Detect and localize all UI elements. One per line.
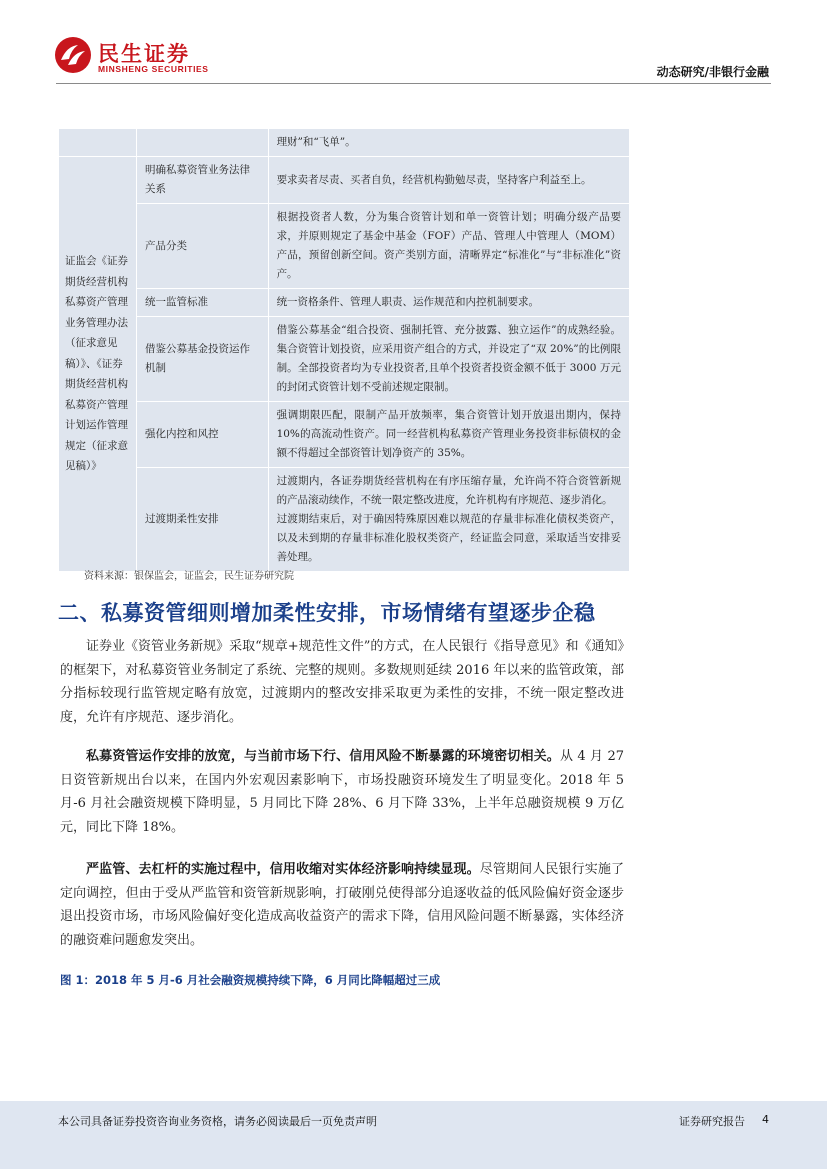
page-number: 4 (762, 1113, 769, 1126)
table-row (59, 157, 630, 204)
paragraph-lead: 私募资管运作安排的放宽，与当前市场下行、信用风险不断暴露的环境密切相关。 (86, 749, 560, 764)
footer-report-label: 证券研究报告 (679, 1115, 745, 1128)
brand-name-cn: 民生证券 (98, 42, 190, 66)
table-row (59, 468, 630, 572)
table-cell: 借鉴公募基金“组合投资、强制托管、充分披露、独立运作”的成熟经验。集合资管计划投资，应采用资产组合的方式，并设定了“双 20%”的比例限制。全部投资者均为专业投资者,且单个投资者投资金额不低于 3000 万元的封闭式资管计划不受前述规定限制。 (268, 317, 629, 402)
header-divider (56, 83, 771, 84)
table-cell: 强调期限匹配，限制产品开放频率，集合资管计划开放退出期内，保持 10%的高流动性资产。同一经营机构私募资产管理业务投资非标债权的金额不得超过全部资管计划净资产的 35%。 (268, 402, 629, 468)
regulation-group-label: 证监会《证券期货经营机构私募资产管理业务管理办法（征求意见稿）》、《证券期货经营机构私募资产管理计划运作管理规定（征求意见稿）》 (59, 157, 137, 572)
footer-disclaimer: 本公司具备证券投资咨询业务资格，请务必阅读最后一页免责声明 (58, 1115, 377, 1128)
table-cell: 过渡期柔性安排 (136, 468, 268, 572)
paragraph-body: 从 4 月 27 日资管新规出台以来，在国内外宏观因素影响下，市场投融资环境发生了明显变化。2018 年 5 月-6 月社会融资规模下降明显，5 月同比下降 28%、6 月下降 33%，上半年总融资规模 9 万亿元，同比下降 18%。 (60, 749, 624, 835)
paragraph (60, 745, 624, 839)
table-row (59, 289, 630, 317)
brand-name-en: MINSHENG SECURITIES (98, 64, 209, 74)
table-cell: 强化内控和风控 (136, 402, 268, 468)
table-cell: 统一资格条件、管理人职责、运作规范和内控机制要求。 (268, 289, 629, 317)
table-cell: 统一监管标准 (136, 289, 268, 317)
paragraph-lead: 严监管、去杠杆的实施过程中，信用收缩对实体经济影响持续显现。 (86, 862, 480, 877)
table-cell: 明确私募资管业务法律关系 (136, 157, 268, 204)
table-row (59, 402, 630, 468)
minsheng-logo-icon (54, 36, 92, 74)
table-cell: 根据投资者人数，分为集合资管计划和单一资管计划；明确分级产品要求，并原则规定了基金中基金（FOF）产品、管理人中管理人（MOM）产品，预留创新空间。资产类别方面，清晰界定“标准化”与“非标准化”资产。 (268, 204, 629, 289)
table-cell: 产品分类 (136, 204, 268, 289)
section-title: 二、私募资管细则增加柔性安排，市场情绪有望逐步企稳 (58, 601, 596, 625)
regulation-table (58, 128, 630, 572)
table-row (59, 204, 630, 289)
company-logo (54, 36, 214, 78)
table-cell: 过渡期内，各证券期货经营机构在有序压缩存量，允许尚不符合资管新规的产品滚动续作，不统一限定整改进度，允许机构有序规范、逐步消化。 过渡期结束后，对于确因特殊原因难以规范的存量非标准化债权类资产，以及未到期的存量非标准化股权类资产，经证监会同意，采取适当安排妥善处理。 (268, 468, 629, 572)
report-type: 动态研究/非银行金融 (656, 65, 769, 79)
table-cell (136, 129, 268, 157)
paragraph (60, 858, 624, 952)
table-cell: 要求卖者尽责、买者自负，经营机构勤勉尽责，坚持客户利益至上。 (268, 157, 629, 204)
paragraph: 证券业《资管业务新规》采取“规章+规范性文件”的方式，在人民银行《指导意见》和《通知》的框架下，对私募资管业务制定了系统、完整的规则。多数规则延续 2016 年以来的监管政策，部分指标较现行监管规定略有放宽，过渡期内的整改安排采取更为柔性的安排，不统一限定整改进度，允许有序规范、逐步消化。 (60, 639, 624, 725)
page-header (0, 0, 827, 90)
paragraph-body: 尽管期间人民银行实施了定向调控，但由于受从严监管和资管新规影响，打破刚兑使得部分追逐收益的低风险偏好资金逐步退出投资市场，市场风险偏好变化造成高收益资产的需求下降，信用风险问题不断暴露，实体经济的融资难问题愈发突出。 (60, 862, 624, 948)
figure-caption: 图 1：2018 年 5 月-6 月社会融资规模持续下降，6 月同比降幅超过三成 (60, 973, 441, 987)
table-row (59, 129, 630, 157)
table-cell (59, 129, 137, 157)
table-cell: 借鉴公募基金投资运作机制 (136, 317, 268, 402)
source-note: 资料来源：银保监会，证监会，民生证券研究院 (84, 571, 294, 582)
page-footer (0, 1101, 827, 1169)
table-cell: 理财”和“飞单”。 (268, 129, 629, 157)
table-row (59, 317, 630, 402)
